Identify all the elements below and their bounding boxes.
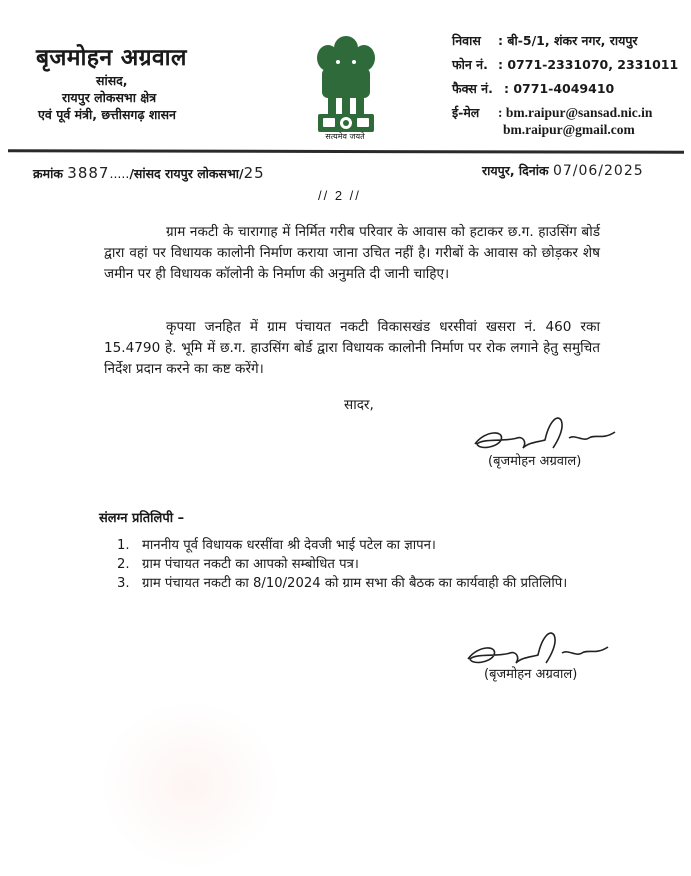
enclosures-title: संलग्न प्रतिलिपी – <box>99 511 185 526</box>
emblem-motto: सत्यमेव जयते <box>325 132 365 141</box>
reference-dots: ..... <box>109 166 130 181</box>
phone-row <box>452 56 678 73</box>
signatory-name-1: (बृजमोहन अग्रवाल) <box>488 454 582 469</box>
date-value: 07/06/2025 <box>552 163 644 179</box>
body-paragraph-2: कृपया जनहित में ग्राम पंचायत नकटी विकासखंड धरसीवां खसरा नं. 460 रका 15.4790 हे. भूमि में छ.ग. हाउसिंग बोर्ड द्वारा विधायक कालोनी निर्माण पर रोक लगाने हेतु समुचित निर्देश प्रदान करने का कष्ट करेंगे। <box>104 319 600 377</box>
email-secondary[interactable]: bm.raipur@gmail.com <box>503 122 635 137</box>
signatory-name-2: (बृजमोहन अग्रवाल) <box>484 667 578 682</box>
email-label: ई-मेल <box>452 105 480 120</box>
letterhead-divider <box>8 149 684 153</box>
reference-number-value: 3887 <box>67 164 110 182</box>
email-primary[interactable]: : bm.raipur@sansad.nic.in <box>498 105 653 120</box>
email-row-2 <box>503 122 635 138</box>
enclosure-text: ग्राम पंचायत नकटी का आपको सम्बोधित पत्र। <box>142 557 359 572</box>
closing-salutation: सादर, <box>344 397 374 413</box>
designation-line-2: रायपुर लोकसभा क्षेत्र <box>62 90 157 105</box>
reference-prefix: क्रमांक <box>33 166 63 181</box>
enclosure-number: 3. <box>117 576 130 591</box>
reference-year: 25 <box>243 164 265 182</box>
enclosure-text: माननीय पूर्व विधायक धरसींवा श्री देवजी भाई पटेल का ज्ञापन। <box>142 538 436 553</box>
sender-name: बृजमोहन अग्रवाल <box>36 45 187 71</box>
body-paragraph-1: ग्राम नकटी के चारागाह में निर्मित गरीब परिवार के आवास को हटाकर छ.ग. हाउसिंग बोर्ड द्वारा वहां पर विधायक कालोनी निर्माण कराया जाना उचित नहीं है। गरीबों के आवास को छोड़कर शेष जमीन पर ही विधायक कॉलोनी के निर्माण की अनुमति दी जानी चाहिए। <box>104 224 600 282</box>
enclosure-number: 1. <box>117 538 130 553</box>
page-number: // 2 // <box>318 188 361 203</box>
enclosure-text: ग्राम पंचायत नकटी का 8/10/2024 को ग्राम सभा की बैठक का कार्यवाही की प्रतिलिपि। <box>142 576 568 591</box>
fax-label: फैक्स नं. <box>452 81 493 96</box>
residence-row <box>452 32 638 49</box>
phone-value: : 0771-2331070, 2331011 <box>498 57 679 72</box>
reference-number <box>33 164 265 182</box>
designation-line-3: एवं पूर्व मंत्री, छत्तीसगढ़ शासन <box>38 107 176 122</box>
phone-label: फोन नं. <box>452 57 488 72</box>
residence-label: निवास <box>452 33 481 48</box>
paper-stain <box>100 700 280 870</box>
fax-value: : 0771-4049410 <box>504 81 615 96</box>
email-row <box>452 104 652 121</box>
enclosures-list <box>117 536 599 593</box>
reference-middle: /सांसद रायपुर लोकसभा/ <box>129 166 244 181</box>
enclosure-item <box>117 555 599 574</box>
enclosure-item <box>117 574 599 593</box>
designation-line-1: सांसद, <box>96 73 128 88</box>
fax-row <box>452 80 614 97</box>
date-line <box>482 162 644 179</box>
enclosure-item <box>117 536 599 555</box>
residence-value: : बी-5/1, शंकर नगर, रायपुर <box>498 33 638 48</box>
enclosure-number: 2. <box>117 557 130 572</box>
date-prefix: रायपुर, दिनांक <box>482 163 549 178</box>
